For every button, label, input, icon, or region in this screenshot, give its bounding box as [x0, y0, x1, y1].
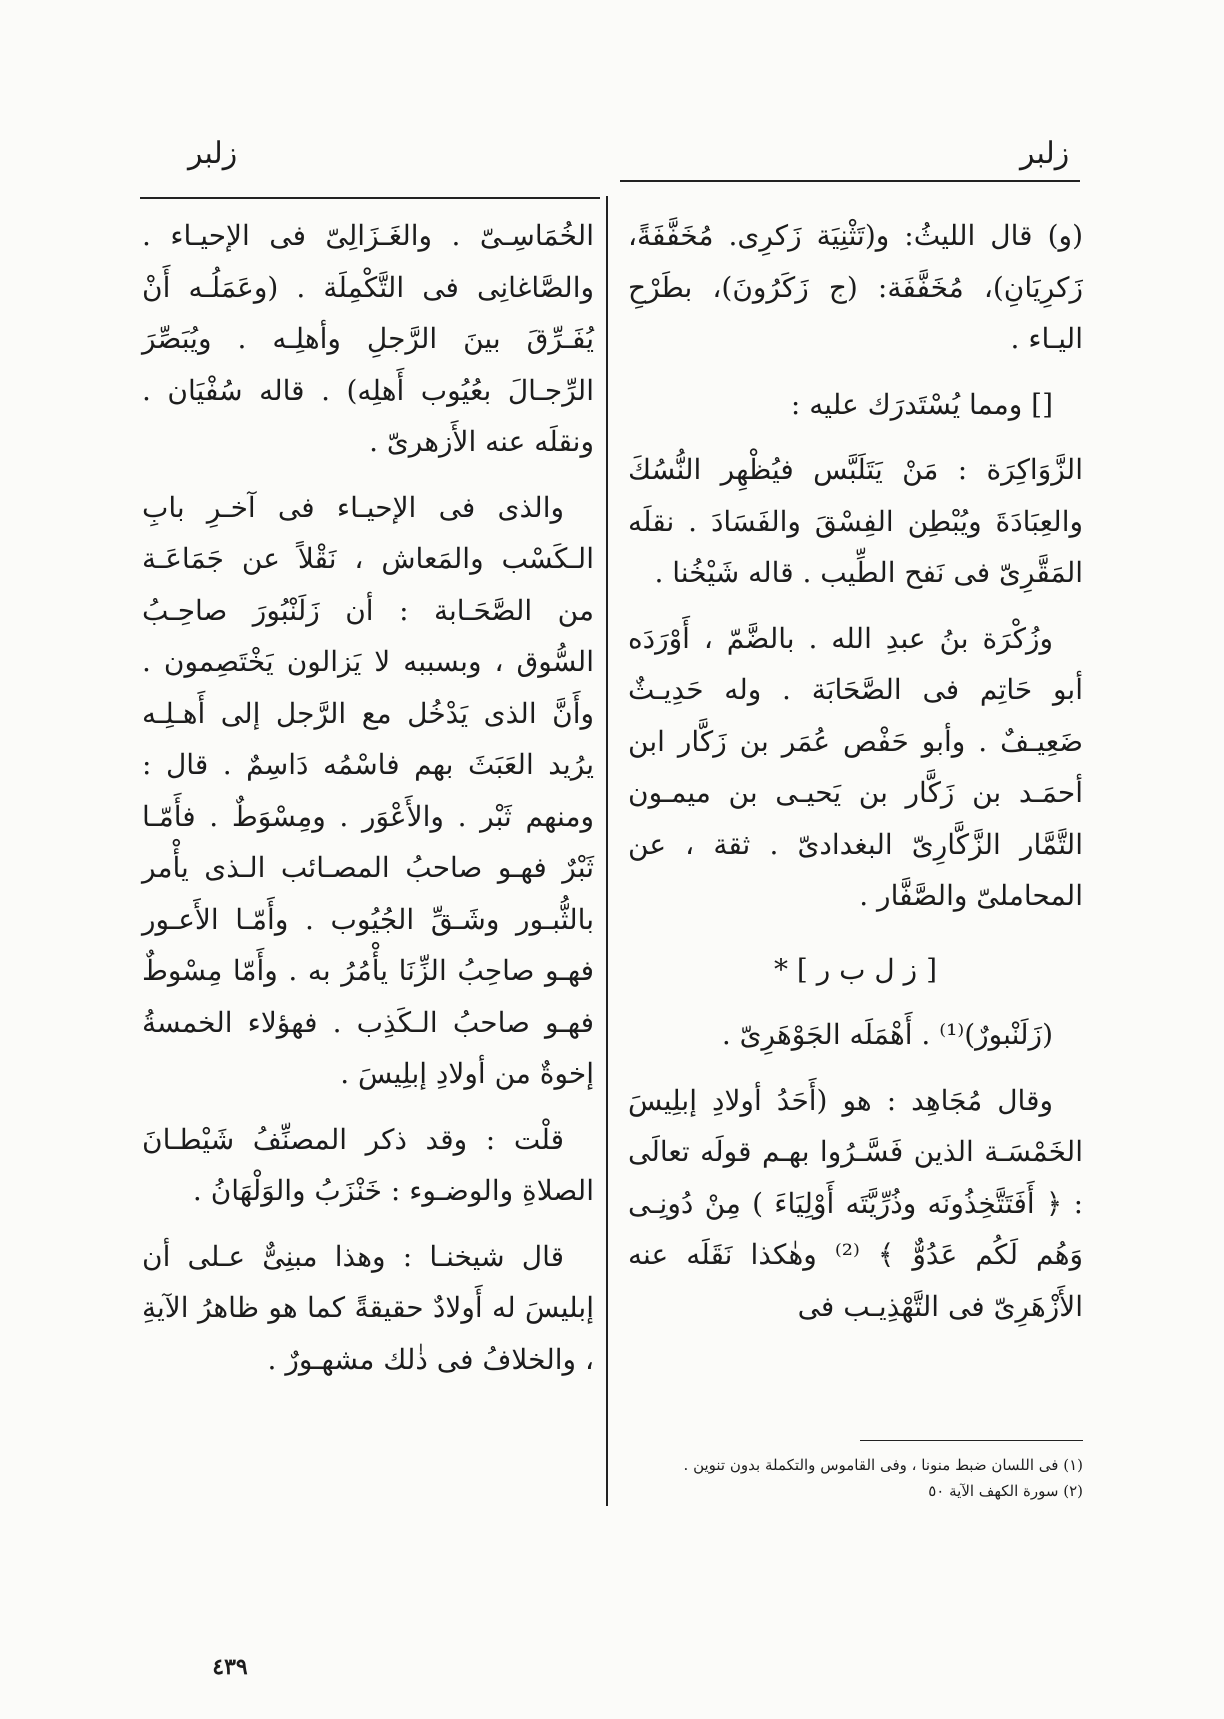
footnote: (١) فى اللسان ضبط منونا ، وفى القاموس والتكملة بدون تنوين . [683, 1456, 1083, 1474]
right-column [628, 210, 1083, 1346]
running-head-right: زلبر [1020, 136, 1070, 171]
paragraph: قلْت : وقد ذكر المصنِّفُ شَيْطـانَ الصلاةِ والوضـوء : خَنْزَبُ والوَلْهَانُ . [142, 1122, 594, 1207]
left-column [142, 210, 594, 1399]
header-rule [620, 180, 1080, 182]
page-number: ٤٣٩ [212, 1654, 248, 1680]
running-head-left: زلبر [188, 136, 238, 171]
header-rule-left [140, 197, 600, 199]
paragraph: وقال مُجَاهِد : هو (أَحَدُ أولادِ إبلِيسَ الخَمْسَـة الذين فَسَّـرُوا بهـم قولَه تعالَى : ﴿ أَفَتَتَّخِذُونَه وذُرِّيَّتَه أَوْلِيَاءَ ) مِنْ دُونِـى وَهُم لَكُم عَدُوٌّ ﴾ ⁽²⁾ وهٰكذا نَقَلَه عنه الأَزْهَرِىّ فى التَّهْذِيـب فى [628, 1083, 1083, 1323]
paragraph: قال شيخنـا : وهذا مبنِىٌّ عـلى أن إبليسَ له أَولادٌ حقيقةً كما هو ظاهرُ الآيةِ ، والخلافُ فى ذٰلك مشهـورٌ . [142, 1239, 594, 1376]
paragraph: (زَلَنْبورٌ)⁽¹⁾ . أَهْمَلَه الجَوْهَرِىّ . [721, 1018, 1053, 1051]
paragraph: (و) قال الليثُ: و(تَثْنِيَة زَكرِى. مُخَفَّفَةً، زَكرِيَانِ)، مُخَفَّفَة: (ج زَكَرُونَ)، بطَرْحِ اليـاء . [628, 219, 1083, 355]
paragraph: وزُكْرَة بنُ عبدِ الله . بالضَّمّ ، أَوْرَدَه أبو حَاتِم فى الصَّحَابَة . وله حَدِيـثٌ ضَعِيـفٌ . وأبو حَفْص عُمَر بن زَكَّار ابن أحمَـد بن زَكَّار بن يَحيـى بن ميمـون التَّمَّار الزَّكَّارِىّ البغدادىّ . ثقة ، عن المحاملىّ والصَّفَّار . [628, 621, 1083, 912]
footnote: (٢) سورة الكهف الآية ٥٠ [928, 1482, 1083, 1500]
footnote-rule [860, 1440, 1083, 1441]
entry-heading: [ ز ل ب ر ] * [774, 952, 937, 986]
footnotes [650, 1452, 1083, 1504]
paragraph: الزَّوَاكِرَة : مَنْ يَتَلَبَّس فيُظْهِر النُّسُكَ والعِبَادَةَ ويُبْطِن الفِسْقَ والفَسَادَ . نقلَه المَقَّرِىّ فى نَفح الطِّيب . قاله شَيْخُنا . [628, 453, 1083, 589]
paragraph: الخُمَاسِـىّ . والغَـزَالِىّ فى الإحيـاء . والصَّاغانِى فى التَّكْمِلَة . (وعَمَلُـه أَنْ يُفَـرِّقَ بينَ الرَّجلِ وأهلِـه . ويُبَصِّرَ الرِّجـالَ بعُيُوب أَهلِه) . قاله سُفْيَان . ونقلَه عنه الأَزهرىّ . [142, 219, 594, 458]
paragraph: [] ومما يُسْتَدرَك عليه : [790, 387, 1053, 421]
paragraph: والذى فى الإحيـاء فى آخـرِ بابِ الـكَسْب والمَعاش ، نَقْلاً عن جَمَاعَـة من الصَّحَـابة : أن زَلَنْبُورَ صاحِـبُ السُّوق ، وبسببه لا يَزالون يَخْتَصِمون . وأَنَّ الذى يَدْخُل مع الرَّجل إلى أَهـلِـه يرُيد العَبَثَ بهم فاسْمُه دَاسِمٌ . قال : ومنهم ثَبْر . والأَعْوَر . ومِسْوَطٌ . فأَمّـا ثَبْرٌ فهـو صاحبُ المصـائب الـذى يأْمر بالثُّبـور وشَـقِّ الجُيُوب . وأَمّـا الأَعـور فهـو صاحِبُ الزِّنَا يأْمُرُ به . وأَمّا مِسْوطٌ فهـو صاحبُ الـكَذِب . فهؤلاء الخمسةُ إخوةٌ من أولادِ إبلِيسَ . [142, 490, 594, 1090]
column-divider [606, 196, 608, 1506]
